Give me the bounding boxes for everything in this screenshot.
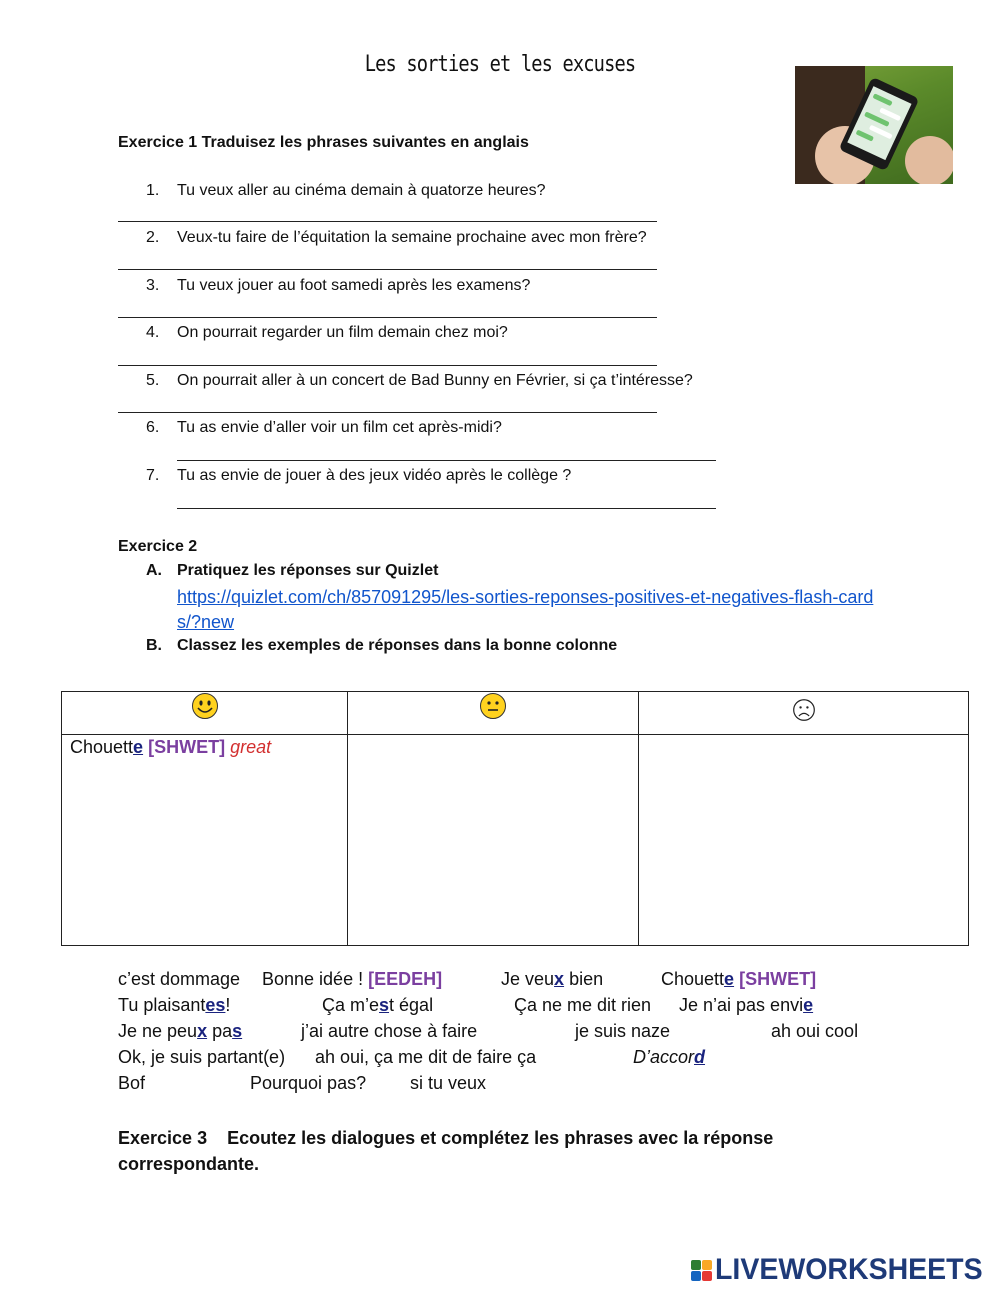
word-card[interactable]: Pourquoi pas? [250,1073,367,1093]
sub-label-b: B. [146,637,162,654]
neutral-face-icon [479,692,507,720]
word-text: Chouett [661,969,725,989]
word-card[interactable]: si tu veux [410,1073,487,1093]
logo-text: LIVEWORKSHEETS [715,1253,983,1286]
question-number: 4. [146,324,160,341]
question-number: 7. [146,467,160,484]
example-answer [62,735,347,760]
liveworksheets-logo [691,1253,997,1287]
exercise3-text: correspondante. [118,1154,260,1174]
negative-drop-zone[interactable] [639,735,969,946]
answer-line[interactable] [177,508,716,509]
sad-face-icon [792,698,816,722]
word-ending: e [803,995,814,1015]
word-ending: s [232,1021,243,1041]
word-text: Tu plaisant [118,995,206,1015]
word-ending: es [205,995,226,1015]
word-card[interactable] [118,995,230,1016]
classify-instruction: Classez les exemples de réponses dans la bonne colonne [177,637,618,654]
sub-label-a: A. [146,562,162,579]
answer-line[interactable] [118,221,657,222]
word-text: bien [564,969,604,989]
question-text: On pourrait aller à un concert de Bad Bunny en Février, si ça t’intéresse? [177,372,693,389]
question-text: Tu as envie de jouer à des jeux vidéo après le collège ? [177,467,572,484]
word-ending: x [197,1021,208,1041]
word-card[interactable] [633,1047,705,1068]
classification-table [61,691,969,946]
question-text: Veux-tu faire de l’équitation la semaine prochaine avec mon frère? [177,229,647,246]
word-card[interactable] [322,995,433,1016]
word-card[interactable] [262,969,442,990]
exercise3-label: Exercice 3 [118,1128,208,1148]
page-title: Les sorties et les excuses [364,52,636,77]
word-text: ! [225,995,231,1015]
word-card[interactable] [501,969,603,990]
phone-photo [795,66,953,184]
answer-line[interactable] [118,317,657,318]
example-word-ending: e [133,737,144,757]
quizlet-link[interactable]: https://quizlet.com/ch/857091295/les-sorties-reponses-positives-et-negatives-flash-cards/?new [177,587,874,632]
word-text: pa [207,1021,233,1041]
question-text: On pourrait regarder un film demain chez moi? [177,324,508,341]
answer-line[interactable] [118,269,657,270]
word-text: t égal [389,995,434,1015]
answer-line[interactable] [177,460,716,461]
exercise3-heading [118,1125,878,1177]
question-number: 1. [146,182,160,199]
word-ending: d [694,1047,706,1067]
word-ending: e [724,969,735,989]
exercise1-heading: Exercice 1 Traduisez les phrases suivantes en anglais [118,134,529,151]
word-card[interactable] [661,969,816,990]
question-text: Tu as envie d’aller voir un film cet après-midi? [177,419,502,436]
word-card[interactable]: ah oui cool [771,1021,859,1041]
happy-face-icon [191,692,219,720]
word-card[interactable]: ah oui, ça me dit de faire ça [315,1047,537,1067]
word-text: Je veu [501,969,555,989]
exercise2-heading: Exercice 2 [118,538,198,555]
word-card[interactable] [118,1021,242,1042]
example-pronunciation: [SHWET] [148,737,226,757]
word-ending: x [554,969,565,989]
question-number: 5. [146,372,160,389]
word-pronunciation: [SHWET] [739,969,817,989]
word-card[interactable] [679,995,813,1016]
word-card[interactable]: Bof [118,1073,146,1093]
word-card[interactable]: j’ai autre chose à faire [301,1021,478,1041]
word-card[interactable]: c’est dommage [118,969,241,989]
positive-drop-zone[interactable] [62,735,348,946]
column-negative [639,692,969,735]
answer-line[interactable] [118,412,657,413]
question-number: 2. [146,229,160,246]
word-card[interactable]: Ok, je suis partant(e) [118,1047,286,1067]
word-card[interactable]: je suis naze [575,1021,671,1041]
neutral-drop-zone[interactable] [348,735,639,946]
question-number: 3. [146,277,160,294]
logo-icon [691,1260,712,1281]
column-neutral [348,692,639,735]
word-text: D’accor [633,1047,695,1067]
example-english: great [230,737,272,757]
example-word: Chouett [70,737,134,757]
word-text: Ça m’e [322,995,380,1015]
word-card[interactable]: Ça ne me dit rien [514,995,652,1015]
question-number: 6. [146,419,160,436]
column-positive [62,692,348,735]
word-ending: s [379,995,390,1015]
word-text: Je ne peu [118,1021,198,1041]
word-pronunciation: [EEDEH] [368,969,443,989]
answer-line[interactable] [118,365,657,366]
question-text: Tu veux jouer au foot samedi après les examens? [177,277,531,294]
quizlet-instruction: Pratiquez les réponses sur Quizlet [177,562,439,579]
exercise3-text: Ecoutez les dialogues et complétez les phrases avec la réponse [227,1128,774,1148]
question-text: Tu veux aller au cinéma demain à quatorze heures? [177,182,546,199]
word-text: Bonne idée ! [262,969,364,989]
word-text: Je n’ai pas envi [679,995,804,1015]
